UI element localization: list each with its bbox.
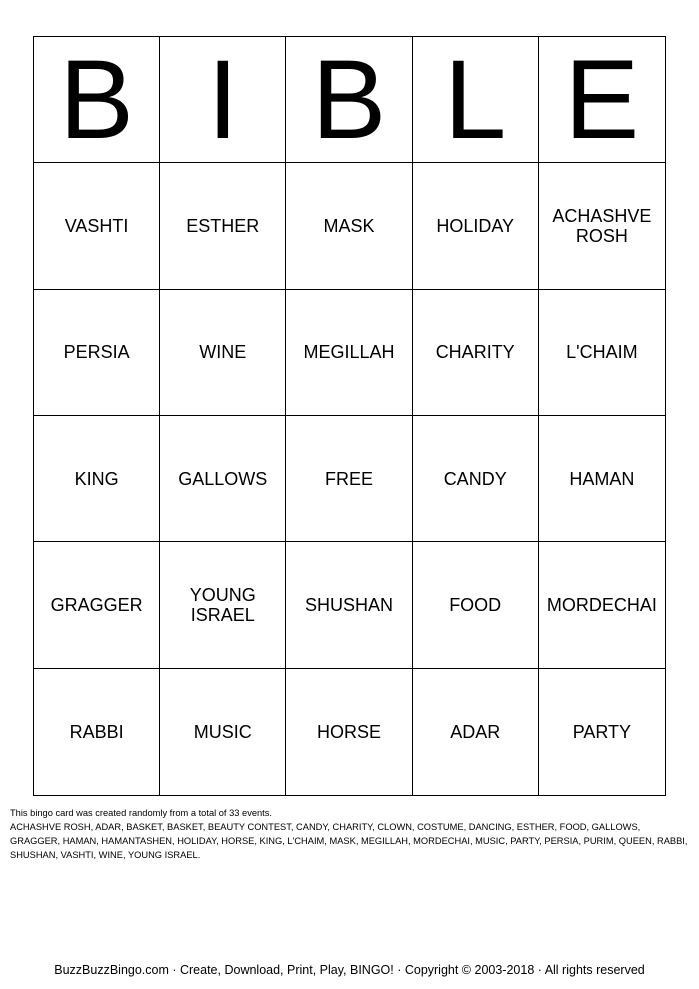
bingo-cell: MASK bbox=[286, 163, 412, 289]
bingo-cell: FREE bbox=[286, 416, 412, 542]
bingo-cell: GALLOWS bbox=[160, 416, 286, 542]
bingo-cell: PERSIA bbox=[34, 290, 160, 416]
bingo-cell: ACHASHVE ROSH bbox=[539, 163, 665, 289]
bingo-cell: CHARITY bbox=[413, 290, 539, 416]
bingo-cell: MORDECHAI bbox=[539, 542, 665, 668]
bingo-cell: GRAGGER bbox=[34, 542, 160, 668]
bingo-cell: ADAR bbox=[413, 669, 539, 795]
bingo-cell: YOUNG ISRAEL bbox=[160, 542, 286, 668]
bingo-cell: WINE bbox=[160, 290, 286, 416]
notes-intro: This bingo card was created randomly from a total of 33 events. bbox=[10, 808, 272, 818]
bingo-cell: MUSIC bbox=[160, 669, 286, 795]
header-letter: B bbox=[34, 37, 160, 163]
bingo-cell: KING bbox=[34, 416, 160, 542]
header-letter: E bbox=[539, 37, 665, 163]
bingo-cell: L'CHAIM bbox=[539, 290, 665, 416]
notes-events: ACHASHVE ROSH, ADAR, BASKET, BASKET, BEAUTY CONTEST, CANDY, CHARITY, CLOWN, COSTUME, DANCING, ESTHER, FOOD, GALLOWS, GRAGGER, HAMAN, HAMANTASHEN, HOLIDAY, HORSE, KING, L'CHAIM, MASK, MEGILLAH, MORDECHAI, MUSIC, PARTY, PERSIA, PURIM, QUEEN, RABBI, SHUSHAN, VASHTI, WINE, YOUNG ISRAEL. bbox=[10, 822, 688, 860]
header-letter: I bbox=[160, 37, 286, 163]
header-letter: L bbox=[413, 37, 539, 163]
bingo-cell: VASHTI bbox=[34, 163, 160, 289]
bingo-cell: CANDY bbox=[413, 416, 539, 542]
bingo-card bbox=[33, 36, 666, 796]
header-letter: B bbox=[286, 37, 412, 163]
bingo-cell: SHUSHAN bbox=[286, 542, 412, 668]
bingo-cell: HAMAN bbox=[539, 416, 665, 542]
bingo-cell: HORSE bbox=[286, 669, 412, 795]
card-notes bbox=[10, 806, 690, 862]
footer: BuzzBuzzBingo.com · Create, Download, Print, Play, BINGO! · Copyright © 2003-2018 · All rights reserved bbox=[54, 963, 645, 977]
bingo-cell: ESTHER bbox=[160, 163, 286, 289]
bingo-cell: MEGILLAH bbox=[286, 290, 412, 416]
bingo-cell: RABBI bbox=[34, 669, 160, 795]
bingo-cell: HOLIDAY bbox=[413, 163, 539, 289]
bingo-cell: PARTY bbox=[572, 721, 632, 742]
bingo-cell: FOOD bbox=[413, 542, 539, 668]
